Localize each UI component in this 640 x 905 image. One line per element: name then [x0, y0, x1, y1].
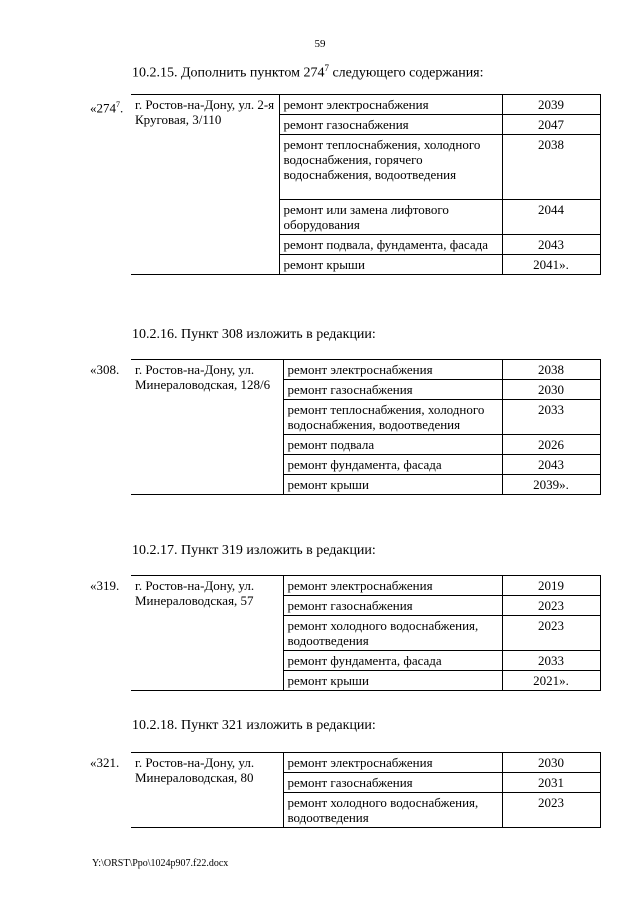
heading-text: 10.2.15. Дополнить пунктом 274: [132, 65, 325, 81]
page-number: 59: [314, 38, 326, 50]
heading-superscript: 7: [324, 63, 329, 73]
item-number: «319.: [90, 577, 120, 593]
work-cell: ремонт или замена лифтового оборудования: [279, 200, 502, 235]
table-row: [86, 753, 600, 773]
heading-text-tail: следующего содержания:: [328, 65, 484, 81]
year-cell: 2023: [502, 793, 600, 828]
year-cell: 2030: [502, 380, 600, 400]
work-cell: ремонт теплоснабжения, холодного водоснабжения, водоотведения: [283, 400, 502, 435]
item-number: «308.: [90, 361, 120, 377]
year-cell: 2033: [502, 400, 600, 435]
year-cell: 2041».: [502, 255, 600, 275]
section-heading: 10.2.16. Пункт 308 изложить в редакции:: [132, 327, 376, 342]
work-cell: ремонт газоснабжения: [279, 115, 502, 135]
table-row: [86, 576, 600, 596]
section-heading: 10.2.18. Пункт 321 изложить в редакции:: [132, 718, 376, 733]
year-cell: 2021».: [502, 671, 600, 691]
work-cell: ремонт фундамента, фасада: [283, 651, 502, 671]
item-address: г. Ростов-на-Дону, ул. Минераловодская, 57: [131, 576, 283, 691]
item-address: г. Ростов-на-Дону, ул. 2-я Круговая, 3/110: [131, 95, 279, 275]
item-address: г. Ростов-на-Дону, ул. Минераловодская, 80: [131, 753, 283, 828]
work-cell: ремонт крыши: [283, 475, 502, 495]
work-cell: ремонт подвала, фундамента, фасада: [279, 235, 502, 255]
item-number: «$274^7$.: [90, 99, 124, 115]
item-table: [86, 575, 601, 691]
table-row: [86, 95, 600, 115]
year-cell: 2047: [502, 115, 600, 135]
work-cell: ремонт холодного водоснабжения, водоотведения: [283, 616, 502, 651]
item-table: [86, 94, 601, 275]
work-cell: ремонт подвала: [283, 435, 502, 455]
year-cell: 2038: [502, 360, 600, 380]
year-cell: 2043: [502, 455, 600, 475]
year-cell: 2039: [502, 95, 600, 115]
work-cell: ремонт крыши: [279, 255, 502, 275]
work-cell: ремонт крыши: [283, 671, 502, 691]
work-cell: ремонт газоснабжения: [283, 773, 502, 793]
year-cell: 2038: [502, 135, 600, 200]
year-cell: 2039».: [502, 475, 600, 495]
work-cell: ремонт газоснабжения: [283, 596, 502, 616]
year-cell: 2033: [502, 651, 600, 671]
year-cell: 2044: [502, 200, 600, 235]
year-cell: 2023: [502, 596, 600, 616]
footer-file-path: Y:\ORST\Ppo\1024p907.f22.docx: [92, 858, 229, 869]
work-cell: ремонт фундамента, фасада: [283, 455, 502, 475]
work-cell: ремонт теплоснабжения, холодного водоснабжения, горячего водоснабжения, водоотведения: [279, 135, 502, 200]
year-cell: 2031: [502, 773, 600, 793]
item-number: «321.: [90, 754, 120, 770]
work-cell: ремонт электроснабжения: [279, 95, 502, 115]
work-cell: ремонт электроснабжения: [283, 576, 502, 596]
year-cell: 2023: [502, 616, 600, 651]
section-heading: [132, 63, 484, 82]
item-table: [86, 752, 601, 828]
year-cell: 2030: [502, 753, 600, 773]
work-cell: ремонт газоснабжения: [283, 380, 502, 400]
year-cell: 2019: [502, 576, 600, 596]
work-cell: ремонт электроснабжения: [283, 360, 502, 380]
section-heading: 10.2.17. Пункт 319 изложить в редакции:: [132, 543, 376, 558]
year-cell: 2043: [502, 235, 600, 255]
work-cell: ремонт холодного водоснабжения, водоотведения: [283, 793, 502, 828]
year-cell: 2026: [502, 435, 600, 455]
work-cell: ремонт электроснабжения: [283, 753, 502, 773]
table-row: [86, 360, 600, 380]
item-table: [86, 359, 601, 495]
item-address: г. Ростов-на-Дону, ул. Минераловодская, 128/6: [131, 360, 283, 495]
